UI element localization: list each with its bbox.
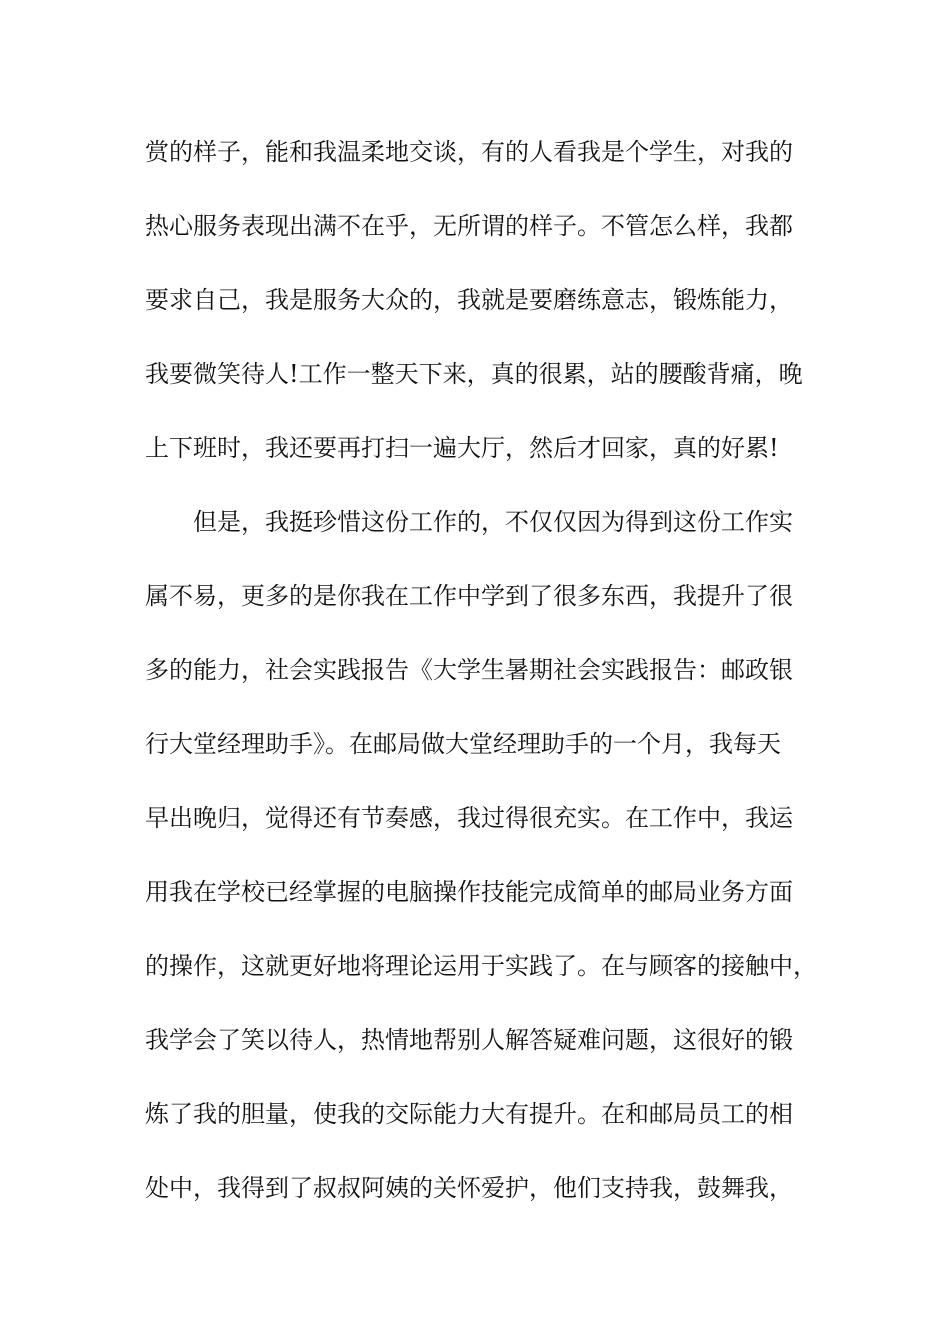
- text-line-2: 热心服务表现出满不在乎，无所谓的样子。不管怎么样，我都: [145, 212, 793, 240]
- text-line-4: 我要微笑待人!工作一整天下来，真的很累，站的腰酸背痛，晚: [145, 360, 803, 388]
- text-line-10: 早出晚归，觉得还有节奏感，我过得很充实。在工作中，我运: [145, 804, 793, 832]
- text-line-1: 赏的样子，能和我温柔地交谈，有的人看我是个学生，对我的: [145, 138, 793, 166]
- text-line-13: 我学会了笑以待人，热情地帮别人解答疑难问题，这很好的锻: [145, 1026, 793, 1054]
- text-line-9: 行大堂经理助手》。在邮局做大堂经理助手的一个月，我每天: [145, 730, 781, 758]
- text-line-15: 处中，我得到了叔叔阿姨的关怀爱护，他们支持我，鼓舞我，: [145, 1174, 793, 1202]
- text-line-11: 用我在学校已经掌握的电脑操作技能完成简单的邮局业务方面: [145, 878, 793, 906]
- text-line-8: 多的能力，社会实践报告《大学生暑期社会实践报告：邮政银: [145, 656, 793, 684]
- body-text: [145, 128, 825, 1238]
- text-line-3: 要求自己，我是服务大众的，我就是要磨练意志，锻炼能力，: [145, 286, 793, 314]
- text-line-5: 上下班时，我还要再打扫一遍大厅，然后才回家，真的好累!: [145, 434, 779, 462]
- text-line-7: 属不易，更多的是你我在工作中学到了很多东西，我提升了很: [145, 582, 793, 610]
- paragraph-start-line: 但是，我挺珍惜这份工作的，不仅仅因为得到这份工作实: [193, 508, 793, 536]
- text-line-14: 炼了我的胆量，使我的交际能力大有提升。在和邮局员工的相: [145, 1100, 793, 1128]
- text-line-12: 的操作，这就更好地将理论运用于实践了。在与顾客的接触中，: [145, 952, 817, 980]
